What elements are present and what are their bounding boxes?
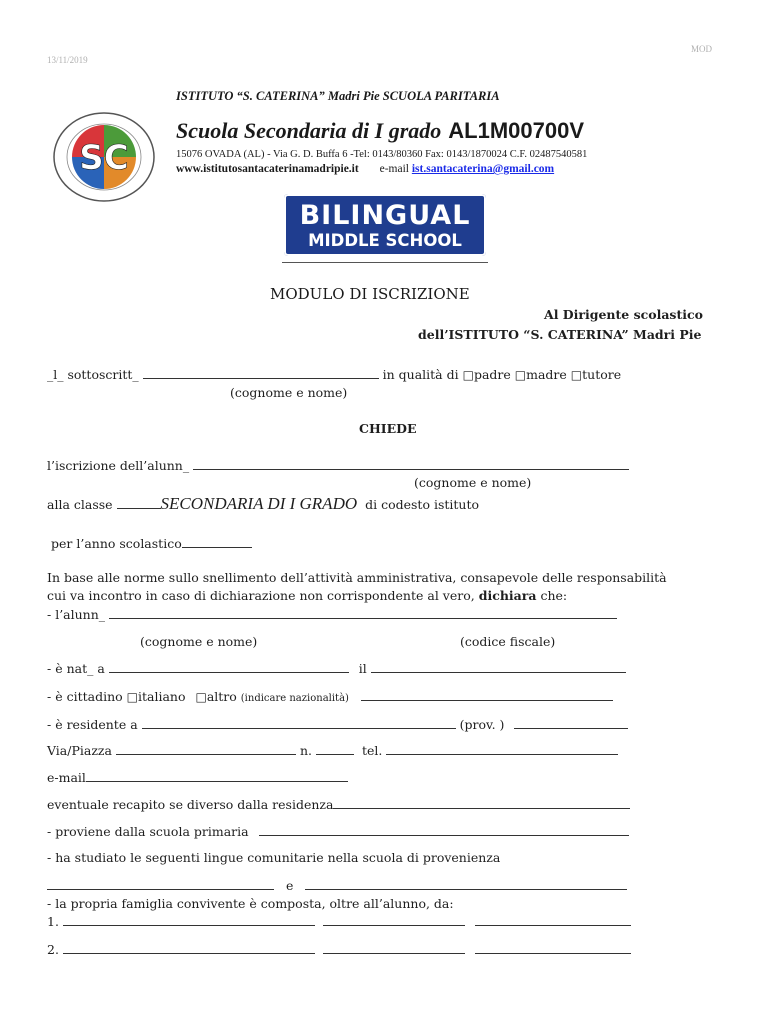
classe-label: alla classe (47, 497, 113, 512)
recapito-row (47, 796, 630, 812)
school-address: 15076 OVADA (AL) - Via G. D. Buffa 6 -Tel: 0143/80360 Fax: 0143/1870024 C.F. 02487540581 (176, 149, 588, 160)
row1-number: 1. (47, 914, 59, 929)
iscrizione-label: l’iscrizione dell’alunn_ (47, 458, 190, 473)
residence-field[interactable] (142, 716, 456, 729)
tutore-label: tutore (582, 367, 622, 382)
family2-date-field[interactable] (475, 941, 631, 954)
signer-name-field[interactable] (143, 366, 379, 379)
prov-field[interactable] (514, 716, 628, 729)
padre-label: padre (473, 367, 511, 382)
norme-text: cui va incontro in caso di dichiarazione non corrispondente al vero, (47, 588, 475, 603)
family2-relation-field[interactable] (323, 941, 465, 954)
email-field-label: e-mail (47, 770, 86, 785)
email-field[interactable] (86, 769, 348, 782)
recapito-field[interactable] (333, 796, 630, 809)
birthdate-field[interactable] (371, 660, 626, 673)
lingua1-field[interactable] (47, 877, 274, 890)
cittadino-row (47, 688, 613, 704)
il-label: il (358, 661, 367, 676)
role-label: in qualità di (382, 367, 459, 382)
family-row-2 (47, 941, 631, 957)
bilingual-banner (284, 194, 486, 259)
italiano-label: italiano (137, 689, 186, 704)
istituto-label: di codesto istituto (365, 497, 480, 512)
classe-value: SECONDARIA DI I GRADO (160, 494, 358, 513)
family-row-1 (47, 913, 631, 929)
proviene-row (47, 823, 629, 839)
residente-row (47, 716, 628, 732)
altro-label: altro (206, 689, 237, 704)
alunno-label: - l’alunn_ (47, 607, 106, 622)
anno-field[interactable] (182, 535, 252, 548)
chiede-heading: CHIEDE (359, 421, 417, 436)
alunno-hint: (cognome e nome) (140, 634, 258, 649)
family2-name-field[interactable] (63, 941, 315, 954)
tel-label: tel. (361, 743, 383, 758)
family1-name-field[interactable] (63, 913, 315, 926)
school-title (176, 118, 584, 144)
signer-hint: (cognome e nome) (230, 385, 348, 400)
via-label: Via/Piazza (47, 743, 112, 758)
signer-label: _l_ sottoscritt_ (47, 367, 139, 382)
family1-relation-field[interactable] (323, 913, 465, 926)
birthplace-field[interactable] (109, 660, 349, 673)
recapito-label: eventuale recapito se diverso dalla residenza (47, 797, 334, 812)
contact-line (176, 163, 554, 175)
family1-date-field[interactable] (475, 913, 631, 926)
banner-line2: MIDDLE SCHOOL (308, 231, 462, 250)
nato-row (47, 660, 626, 676)
scuola-primaria-field[interactable] (259, 823, 629, 836)
institute-name: ISTITUTO “S. CATERINA” Madri Pie SCUOLA PARITARIA (176, 89, 500, 103)
classe-row (47, 494, 479, 514)
dichiara-label: dichiara (478, 588, 537, 603)
number-label: n. (299, 743, 312, 758)
nazionalita-field[interactable] (361, 688, 613, 701)
logo-letters: SC (79, 138, 129, 178)
row2-number: 2. (47, 942, 59, 957)
number-field[interactable] (316, 742, 354, 755)
email-label: e-mail (379, 163, 409, 175)
signer-row (47, 366, 621, 382)
school-code: AL1M00700V (448, 118, 585, 143)
tutore-checkbox[interactable]: □ (570, 368, 583, 382)
alunno-field[interactable] (109, 606, 617, 619)
lingue-label: - ha studiato le seguenti lingue comunitarie nella scuola di provenienza (47, 850, 501, 865)
print-date: 13/11/2019 (47, 55, 88, 65)
anno-label: per l’anno scolastico (51, 536, 182, 551)
che-label: che: (540, 588, 568, 603)
prov-label: (prov. ) (459, 717, 505, 732)
via-row (47, 742, 618, 758)
alunno-row (47, 606, 617, 622)
madre-checkbox[interactable]: □ (514, 368, 527, 382)
banner-line1: BILINGUAL (299, 200, 471, 231)
residente-label: - è residente a (47, 717, 138, 732)
recipient-line2: dell’ISTITUTO “S. CATERINA” Madri Pie (418, 327, 702, 342)
form-title: MODULO DI ISCRIZIONE (270, 285, 470, 303)
student-name-field[interactable] (193, 457, 629, 470)
student-hint: (cognome e nome) (414, 475, 532, 490)
cf-hint: (codice fiscale) (460, 634, 556, 649)
classe-blank[interactable] (117, 496, 161, 509)
madre-label: madre (526, 367, 567, 382)
anno-row (51, 535, 252, 551)
lingue-row (47, 877, 627, 893)
mod-label: MOD (691, 44, 713, 54)
recipient-line1: Al Dirigente scolastico (544, 307, 703, 322)
school-logo (49, 111, 159, 203)
proviene-label: - proviene dalla scuola primaria (47, 824, 249, 839)
tel-field[interactable] (386, 742, 618, 755)
altro-checkbox[interactable]: □ (195, 690, 207, 704)
norme-line1: In base alle norme sullo snellimento dell’attività amministrativa, consapevole delle responsabilità (47, 570, 667, 585)
nazionalita-hint: (indicare nazionalità) (240, 693, 349, 704)
cittadino-label: - è cittadino (47, 689, 123, 704)
website-link[interactable]: www.istitutosantacaterinamadripie.it (176, 163, 359, 175)
street-field[interactable] (116, 742, 296, 755)
lingua2-field[interactable] (305, 877, 627, 890)
school-name: Scuola Secondaria di I grado (176, 118, 442, 143)
email-link[interactable]: ist.santacaterina@gmail.com (411, 163, 555, 175)
e-label: e (285, 878, 294, 893)
padre-checkbox[interactable]: □ (462, 368, 474, 382)
iscrizione-row (47, 457, 629, 473)
famiglia-label: - la propria famiglia convivente è composta, oltre all’alunno, da: (47, 896, 454, 911)
nato-label: - è nat_ a (47, 661, 105, 676)
italiano-checkbox[interactable]: □ (126, 690, 138, 704)
email-row (47, 769, 348, 785)
norme-line2 (47, 588, 567, 603)
